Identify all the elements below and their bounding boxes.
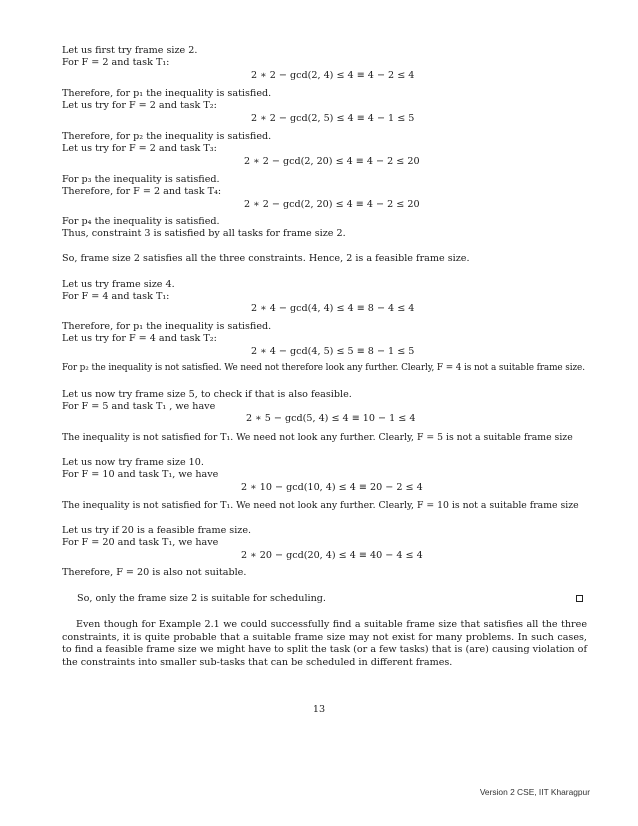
- qed-square-icon: [576, 595, 583, 602]
- text-line: For F = 4 and task T₁:: [62, 291, 170, 302]
- text-line: For p₄ the inequality is satisfied.: [62, 216, 220, 227]
- equation: 2 ∗ 5 − gcd(5, 4) ≤ 4 ≡ 10 − 1 ≤ 4: [246, 413, 416, 424]
- text-line: For F = 20 and task T₁, we have: [62, 537, 219, 548]
- equation: 2 ∗ 10 − gcd(10, 4) ≤ 4 ≡ 20 − 2 ≤ 4: [241, 482, 423, 493]
- equation: 2 ∗ 2 − gcd(2, 20) ≤ 4 ≡ 4 − 2 ≤ 20: [244, 199, 420, 210]
- text-line: Therefore, for F = 2 and task T₄:: [62, 186, 222, 197]
- text-line: For F = 5 and task T₁ , we have: [62, 401, 216, 412]
- text-line: The inequality is not satisfied for T₁. We need not look any further. Clearly, F = 10 is not a suitable frame size: [62, 500, 579, 511]
- text-line: Let us now try frame size 5, to check if that is also feasible.: [62, 389, 352, 400]
- text-line: For p₃ the inequality is satisfied.: [62, 174, 220, 185]
- text-line: Therefore, for p₁ the inequality is satisfied.: [62, 321, 272, 332]
- text-line: Therefore, F = 20 is also not suitable.: [62, 567, 247, 578]
- equation: 2 ∗ 2 − gcd(2, 20) ≤ 4 ≡ 4 − 2 ≤ 20: [244, 156, 420, 167]
- page-number: 13: [312, 704, 326, 715]
- text-line: Let us try frame size 4.: [62, 279, 175, 290]
- text-line: For F = 10 and task T₁, we have: [62, 469, 219, 480]
- footer-text: Version 2 CSE, IIT Kharagpur: [479, 787, 590, 797]
- text-line: Therefore, for p₁ the inequality is satisfied.: [62, 88, 272, 99]
- equation: 2 ∗ 2 − gcd(2, 4) ≤ 4 ≡ 4 − 2 ≤ 4: [251, 70, 415, 81]
- text-line: So, frame size 2 satisfies all the three constraints. Hence, 2 is a feasible frame size.: [62, 253, 470, 264]
- text-line: Therefore, for p₂ the inequality is satisfied.: [62, 131, 272, 142]
- text-line: The inequality is not satisfied for T₁. We need not look any further. Clearly, F = 5 is not a suitable frame size: [62, 432, 573, 443]
- text-line: For p₂ the inequality is not satisfied. We need not therefore look any further. Clearly, F = 4 is not a suitable frame size.: [62, 363, 585, 373]
- text-line: For F = 2 and task T₁:: [62, 57, 170, 68]
- closing-paragraph: Even though for Example 2.1 we could successfully find a suitable frame size that satisfies all the three constraints, it is quite probable that a suitable frame size may not exist for many problems. In such cases, to find a feasible frame size we might have to split the task (or a few tasks) that is (are) causing violation of the constraints into smaller sub-tasks that can be scheduled in different frames.: [62, 619, 587, 669]
- text-line: So, only the frame size 2 is suitable for scheduling.: [77, 593, 326, 604]
- text-line: Let us try for F = 2 and task T₂:: [62, 100, 217, 111]
- equation: 2 ∗ 20 − gcd(20, 4) ≤ 4 ≡ 40 − 4 ≤ 4: [241, 550, 423, 561]
- text-line: Let us try for F = 2 and task T₃:: [62, 143, 217, 154]
- text-line: Let us try if 20 is a feasible frame size.: [62, 525, 252, 536]
- text-line: Thus, constraint 3 is satisfied by all tasks for frame size 2.: [62, 228, 346, 239]
- text-line: Let us first try frame size 2.: [62, 45, 198, 56]
- equation: 2 ∗ 4 − gcd(4, 4) ≤ 4 ≡ 8 − 4 ≤ 4: [251, 303, 415, 314]
- equation: 2 ∗ 4 − gcd(4, 5) ≤ 5 ≡ 8 − 1 ≤ 5: [251, 346, 415, 357]
- equation: 2 ∗ 2 − gcd(2, 5) ≤ 4 ≡ 4 − 1 ≤ 5: [251, 113, 415, 124]
- text-line: Let us now try frame size 10.: [62, 457, 204, 468]
- text-line: Let us try for F = 4 and task T₂:: [62, 333, 217, 344]
